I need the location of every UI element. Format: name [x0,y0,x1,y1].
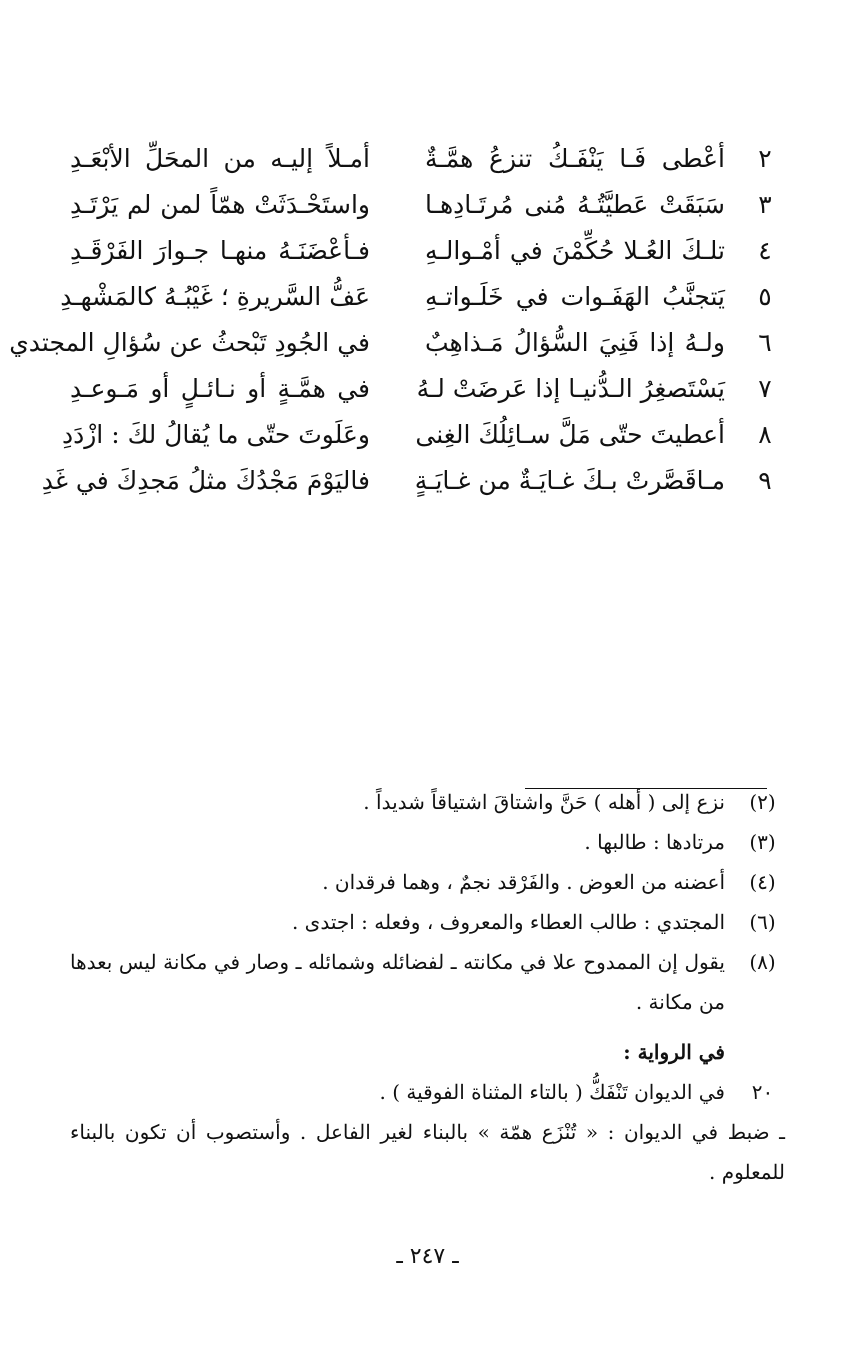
verse-first-hemistich: يَسْتَصغِرُ الـدُّنيـا إذا عَرضَتْ لـهُ [416,374,725,403]
verse-first-hemistich: أعطيتَ حتّى مَلَّ سـائِلُكَ الغِنى [415,420,725,449]
verse-first-hemistich: سَبَقَتْ عَطيَّتُـهُ مُنى مُرتَـادِهـا [425,190,725,219]
footnote-number: (٤) [749,870,776,894]
page-number: ـ ٢٤٧ ـ [396,1244,459,1269]
footnote-text: المجتدي : طالب العطاء والمعروف ، وفعله : اجتدى . [291,910,725,934]
footnotes [70,782,785,1192]
footnote [70,902,785,942]
verse-second-hemistich: في الجُودِ تَبْحثُ عن سُؤالِ المجتدي [9,328,370,357]
footnote-text: يقول إن الممدوح علا في مكانته ـ لفضائله وشمائله ـ وصار في مكانة ليس بعدها من مكانة . [70,950,725,1014]
riwaya-note [70,1112,785,1192]
verse-first-hemistich: تلـكَ العُـلا حُكِّمْنَ في أمْـوالـهِ [425,236,725,265]
verse-first-hemistich: يَتجنَّبُ الهَفَـوات في خَلَـواتـهِ [425,282,725,311]
footnote [70,782,785,822]
verse-line [61,412,785,458]
footnote-text: مرتادها : طالبها . [584,830,725,854]
verse-first-hemistich: ولـهُ إذا فَنِيَ السُّؤالُ مَـذاهِبٌ [425,328,725,357]
verse-second-hemistich: وعَلَوتَ حتّى ما يُقالُ لكَ : ازْدَدِ [61,420,370,449]
verse-number: ٢ [758,144,772,173]
footnote-number: (٦) [749,910,776,934]
verse-line [70,182,785,228]
verse-number: ٥ [758,282,772,311]
footnote-text: أعضنه من العوض . والفَرْقد نجمٌ ، وهما فرقدان . [322,870,725,894]
verse-line [70,136,785,182]
verse-second-hemistich: أمـلاً إليـه من المحَلِّ الأبْعَـدِ [70,144,370,173]
verse-line [41,458,785,504]
footnote-number: (٣) [749,830,776,854]
riwaya-note-number: ٢٠ [751,1080,774,1104]
poem-verses [9,136,785,504]
footnote [70,822,785,862]
footnote [70,942,785,1022]
verse-second-hemistich: فـأعْضَنَـهُ منهـا جـوارَ الفَرْقَـدِ [70,236,370,265]
verse-number: ٧ [758,374,772,403]
riwaya-note-text: ـ ضبط في الديوان : « تُنْزَع همّة » بالبناء لغير الفاعل . وأستصوب أن تكون بالبناء للمعلوم . [70,1120,785,1184]
verse-number: ٤ [758,236,772,265]
verse-number: ٩ [758,466,772,495]
verse-number: ٨ [758,420,772,449]
riwaya-note [70,1072,785,1112]
footnote [70,862,785,902]
verse-line [70,228,785,274]
verse-second-hemistich: فاليَوْمَ مَجْدُكَ مثلُ مَجدِكَ في غَدِ [41,466,370,495]
footnote-number: (٢) [749,790,776,814]
verse-line [70,366,785,412]
footnote-text: نزع إلى ( أهله ) حَنَّ واشتاقَ اشتياقاً شديداً . [363,790,725,814]
verse-line [9,320,785,366]
verse-number: ٣ [758,190,772,219]
verse-second-hemistich: عَفُّ السَّريرةِ ؛ غَيْبُـهُ كالمَشْهـدِ [60,282,370,311]
verse-second-hemistich: في همَّـةٍ أو نـائـلٍ أو مَـوعـدِ [70,374,370,403]
verse-first-hemistich: مـاقَصَّرتْ بـكَ غـايَـةٌ من غـايَـةٍ [414,466,725,495]
riwaya-note-text: في الديوان تَنْفَكُّ ( بالتاء المثناة الفوقية ) . [379,1080,725,1104]
verse-second-hemistich: واستَحْـدَثَتْ همّاً لمن لم يَرْتَـدِ [70,190,370,219]
verse-first-hemistich: أعْطى فَـا يَنْفَـكُ تنزعُ همَّـةٌ [425,144,725,173]
footnote-number: (٨) [749,950,776,974]
verse-line [60,274,785,320]
riwaya-heading: في الرواية : [623,1040,725,1064]
verse-number: ٦ [758,328,772,357]
